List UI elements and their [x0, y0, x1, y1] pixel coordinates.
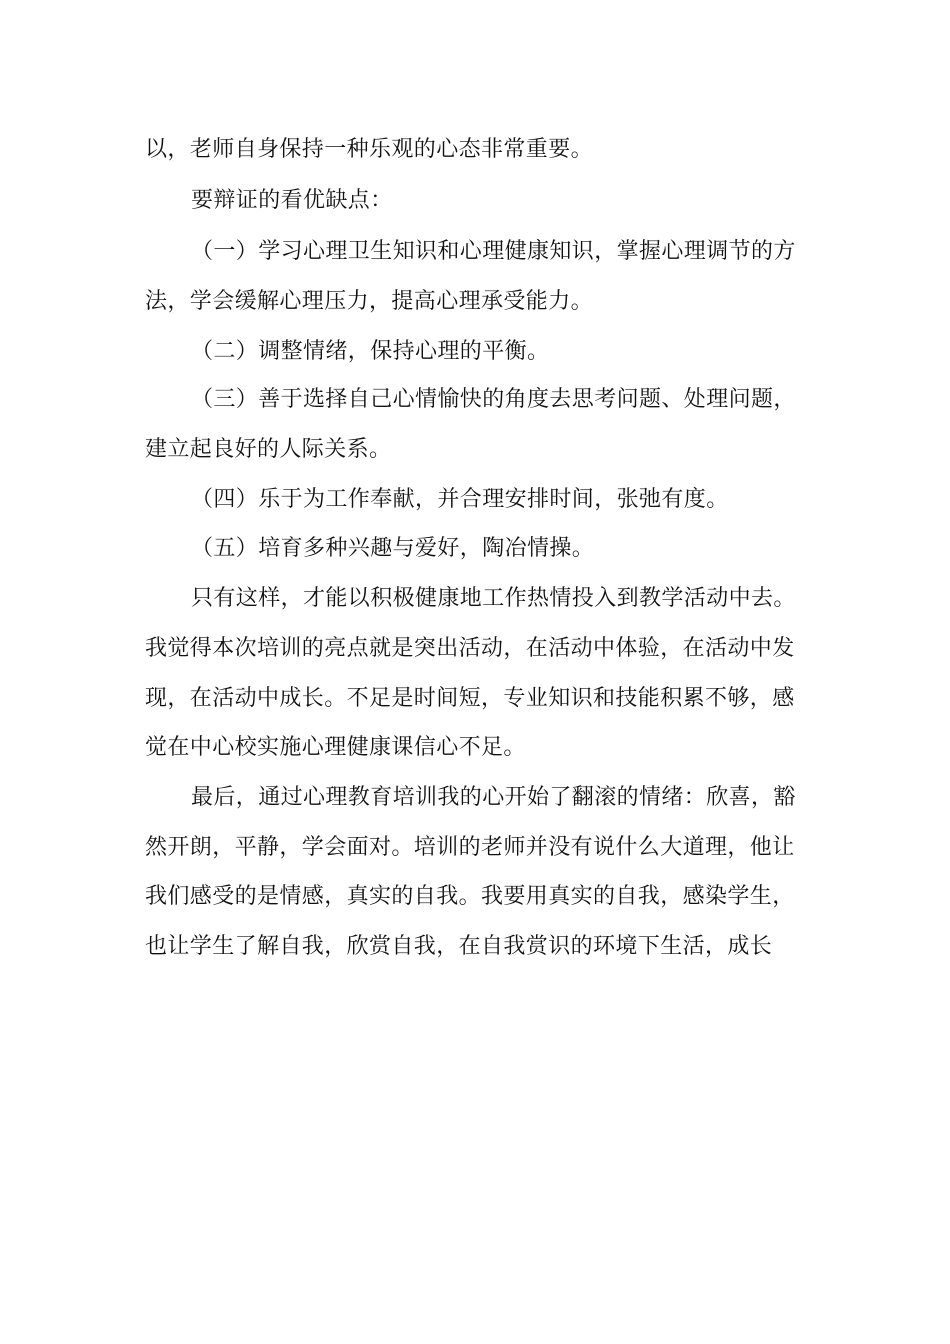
paragraph-line: 觉在中心校实施心理健康课信心不足。 — [145, 735, 526, 760]
paragraph-line: （二）调整情绪，保持心理的平衡。 — [191, 339, 550, 364]
paragraph-line: （一）学习心理卫生知识和心理健康知识，掌握心理调节的方 — [191, 239, 796, 264]
paragraph-line: 只有这样，才能以积极健康地工作热情投入到教学活动中去。 — [191, 586, 796, 611]
paragraph-line: 也让学生了解自我，欣赏自我，在自我赏识的环境下生活，成长 — [145, 934, 773, 959]
paragraph-line: 我觉得本次培训的亮点就是突出活动，在活动中体验，在活动中发 — [145, 636, 795, 661]
paragraph-line: （五）培育多种兴趣与爱好，陶冶情操。 — [191, 536, 595, 561]
paragraph-line: 现，在活动中成长。不足是时间短，专业知识和技能积累不够，感 — [145, 686, 795, 711]
paragraph-line: 最后，通过心理教育培训我的心开始了翻滚的情绪：欣喜，豁 — [191, 785, 796, 810]
paragraph-line: 要辩证的看优缺点： — [191, 188, 393, 213]
paragraph-line: （三）善于选择自己心情愉快的角度去思考问题、处理问题， — [191, 387, 796, 412]
paragraph-line: 以，老师自身保持一种乐观的心态非常重要。 — [145, 137, 594, 162]
paragraph-line: 建立起良好的人际关系。 — [145, 437, 392, 462]
paragraph-line: （四）乐于为工作奉献，并合理安排时间，张弛有度。 — [191, 487, 729, 512]
paragraph-line: 我们感受的是情感，真实的自我。我要用真实的自我，感染学生， — [145, 884, 795, 909]
paragraph-line: 法，学会缓解心理压力，提高心理承受能力。 — [145, 289, 594, 314]
paragraph-line: 然开朗，平静，学会面对。培训的老师并没有说什么大道理，他让 — [145, 835, 795, 860]
